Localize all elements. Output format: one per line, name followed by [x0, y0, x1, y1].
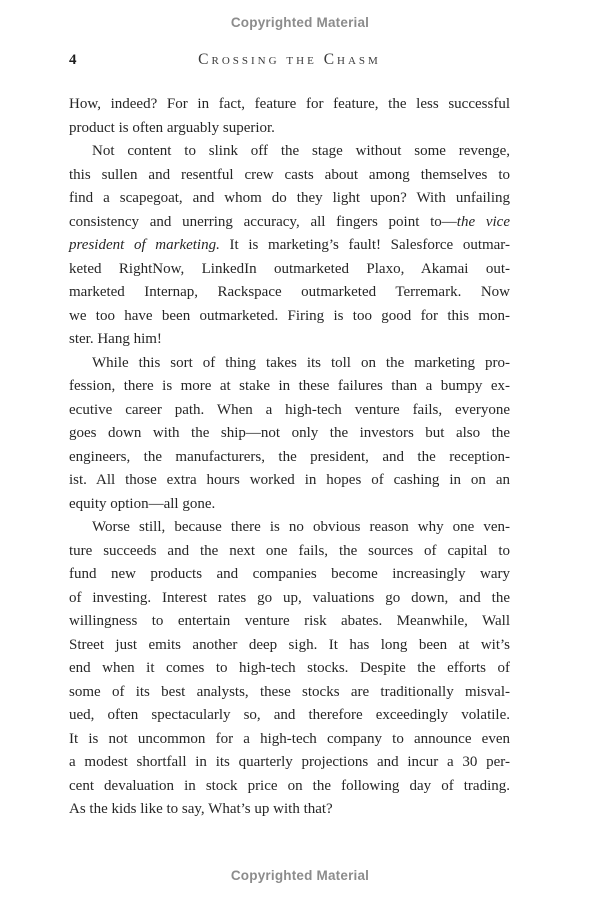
copyright-notice-bottom: Copyrighted Material: [230, 868, 370, 883]
body-segment: cent devaluation in stock price on the following day of trading.: [69, 777, 510, 794]
copyright-notice-top: Copyrighted Material: [230, 15, 370, 30]
body-line: [69, 258, 510, 282]
body-segment: consistency and unerring accuracy, all fingers point to—: [69, 213, 457, 230]
body-segment: some of its best analysts, these stocks are traditionally misval-: [69, 683, 510, 700]
page-header: [69, 51, 510, 71]
body-segment: marketed Internap, Rackspace outmarketed Terremark. Now: [69, 284, 510, 300]
body-line: [69, 140, 510, 164]
body-line: [69, 775, 510, 799]
body-segment-italic: the vice: [456, 213, 510, 230]
body-segment: While this sort of thing takes its toll on the marketing pro-: [92, 354, 510, 371]
body-segment: ist. All those extra hours worked in hopes of cashing in on an: [69, 472, 510, 488]
body-segment: goes down with the ship—not only the investors but also the: [69, 425, 510, 441]
body-line: [69, 446, 510, 470]
body-line: [69, 469, 510, 493]
body-line: [69, 798, 510, 822]
body-line: [69, 681, 510, 705]
body-segment: product is often arguably superior.: [69, 119, 275, 136]
body-line: [69, 305, 510, 329]
body-line: [69, 422, 510, 446]
body-line: [69, 117, 510, 141]
body-line: [69, 540, 510, 564]
body-segment: willingness to entertain venture risk abates. Meanwhile, Wall: [69, 613, 510, 629]
body-line: [69, 399, 510, 423]
body-segment: Not content to slink off the stage without some revenge,: [92, 143, 510, 159]
body-line: [69, 493, 510, 517]
body-segment: ster. Hang him!: [69, 331, 162, 347]
page-number: 4: [69, 52, 77, 68]
body-segment: How, indeed? For in fact, feature for feature, the less successful: [69, 96, 510, 112]
body-line: [69, 352, 510, 376]
body-segment: find a scapegoat, and whom do they light upon? With unfailing: [69, 190, 510, 206]
body-line: [69, 211, 510, 235]
body-segment: Street just emits another deep sigh. It has long been at wit’s: [69, 636, 510, 653]
body-line: [69, 328, 510, 352]
body-line: [69, 728, 510, 752]
body-segment: equity option—all gone.: [69, 495, 216, 512]
body-segment: fession, there is more at stake in these failures than a bumpy ex-: [69, 378, 510, 394]
body-line: [69, 93, 510, 117]
body-line: [69, 516, 510, 540]
body-line: [69, 657, 510, 681]
body-segment: It is marketing’s fault! Salesforce outmar-: [219, 237, 510, 253]
body-line: [69, 704, 510, 728]
body-line: [69, 164, 510, 188]
body-segment: this sullen and resentful crew casts about among themselves to: [69, 166, 510, 183]
body-segment: of investing. Interest rates go up, valuations go down, and the: [69, 589, 510, 606]
body-segment-italic: president of marketing.: [69, 237, 220, 253]
body-segment: fund new products and companies become increasingly wary: [69, 566, 510, 582]
body-segment: ecutive career path. When a high-tech venture fails, everyone: [69, 401, 510, 418]
body-segment: a modest shortfall in its quarterly projections and incur a 30 per-: [69, 754, 510, 770]
body-line: [69, 375, 510, 399]
body-line: [69, 751, 510, 775]
body-line: [69, 234, 510, 258]
body-segment: Worse still, because there is no obvious reason why one ven-: [92, 519, 510, 535]
body-line: [69, 563, 510, 587]
body-line: [69, 187, 510, 211]
body-segment: keted RightNow, LinkedIn outmarketed Plaxo, Akamai out-: [69, 260, 510, 277]
body-line: [69, 281, 510, 305]
running-title: Crossing the Chasm: [198, 51, 381, 68]
body-segment: As the kids like to say, What’s up with that?: [69, 801, 333, 817]
body-line: [69, 634, 510, 658]
body-line: [69, 587, 510, 611]
body-segment: ued, often spectacularly so, and therefore exceedingly volatile.: [69, 707, 510, 723]
body-segment: end when it comes to high-tech stocks. Despite the efforts of: [69, 660, 510, 676]
body-segment: we too have been outmarketed. Firing is too good for this mon-: [69, 307, 510, 324]
body-text: [69, 93, 510, 822]
body-segment: It is not uncommon for a high-tech company to announce even: [69, 730, 510, 747]
body-segment: ture succeeds and the next one fails, the sources of capital to: [69, 542, 510, 559]
body-segment: engineers, the manufacturers, the president, and the reception-: [69, 448, 510, 465]
body-line: [69, 610, 510, 634]
